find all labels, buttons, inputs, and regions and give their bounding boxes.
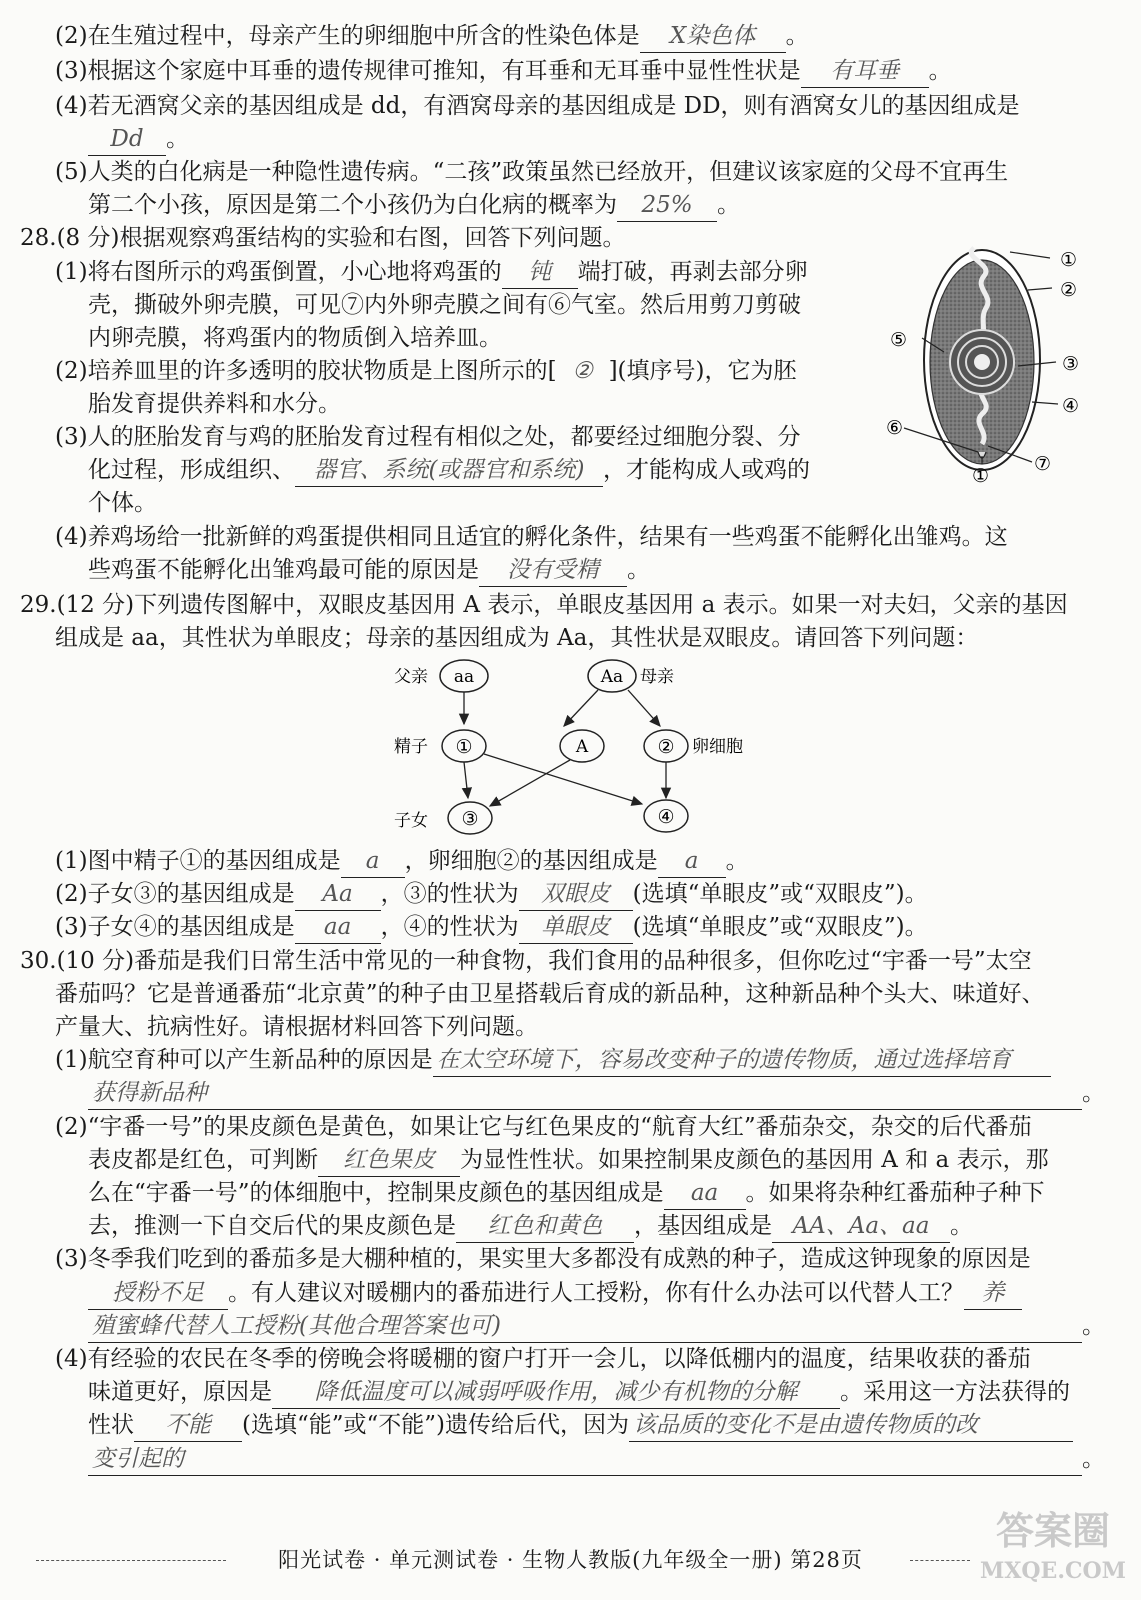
q30-part4-line2: 味道更好，原因是 降低温度可以减弱呼吸作用，减少有机物的分解 。采用这一方法获得的 <box>88 1376 1070 1409</box>
q30-part1-line2: 获得新品种 。 <box>88 1077 1105 1110</box>
egg-label-4: ④ <box>1062 395 1080 417</box>
q30-answer-4b: 不能 <box>134 1409 242 1442</box>
q29-title-line1: 29.(12 分)下列遗传图解中，双眼皮基因用 A 表示，单眼皮基因用 a 表示。如果一对夫妇，父亲的基因 <box>20 592 1068 618</box>
q28-part1-line3: 内卵壳膜，将鸡蛋内的物质倒入培养皿。 <box>88 325 502 351</box>
children-label: 子女 <box>394 811 428 831</box>
q27-part3: (3)根据这个家庭中耳垂的遗传规律可推知，有耳垂和无耳垂中显性性状是 有耳垂 。 <box>55 55 952 88</box>
q28-answer-2: ② <box>572 358 593 384</box>
q30-answer-3a: 授粉不足 <box>88 1277 228 1310</box>
q27-answer-3: 有耳垂 <box>801 55 929 88</box>
q30-answer-4a: 降低温度可以减弱呼吸作用，减少有机物的分解 <box>272 1376 840 1409</box>
q30-answer-2b: aa <box>664 1177 746 1210</box>
q30-part1-line1: (1)航空育种可以产生新品种的原因是 在太空环境下，容易改变种子的遗传物质，通过选择培育 <box>55 1044 1051 1077</box>
egg-label-3: ③ <box>1062 353 1080 375</box>
q27-part4: (4)若无酒窝父亲的基因组成是 dd，有酒窝母亲的基因组成是 DD，则有酒窝女儿的基因组成是 <box>55 93 1020 119</box>
q30-part2-line3: 么在“宇番一号”的体细胞中，控制果皮颜色的基因组成是 aa 。如果将杂种红番茄种子种下 <box>88 1177 1045 1210</box>
q30-title-line1: 30.(10 分)番茄是我们日常生活中常见的一种食物，我们食用的品种很多，但你吃过“宇番一号”太空 <box>20 948 1032 974</box>
q29-answer-3a: aa <box>295 911 381 944</box>
egg-diagram-svg <box>882 232 1112 502</box>
q30-answer-4c-start: 该品质的变化不是由遗传物质的改 <box>629 1409 1073 1442</box>
q28-part1-line1: (1)将右图所示的鸡蛋倒置，小心地将鸡蛋的 钝 端打破，再剥去部分卵 <box>55 256 808 289</box>
q30-answer-3b-start: 养 <box>964 1277 1022 1310</box>
egg-label-6: ⑥ <box>886 417 904 439</box>
q30-part2-line2: 表皮都是红色，可判断 红色果皮 为显性性状。如果控制果皮颜色的基因用 A 和 a 表示，那 <box>88 1144 1049 1177</box>
father-genotype: aa <box>453 667 475 687</box>
q29-part2: (2)子女③的基因组成是 Aa ，③的性状为 双眼皮 (选填“单眼皮”或“双眼皮”)。 <box>55 878 928 911</box>
sperm-label: 精子 <box>394 737 428 757</box>
q30-answer-4c-end: 变引起的 <box>88 1443 1082 1476</box>
q30-part4-line1: (4)有经验的农民在冬季的傍晚会将暖棚的窗户打开一会儿，以降低棚内的温度，结果收获的番茄 <box>55 1346 1031 1372</box>
q30-answer-1-line2: 获得新品种 <box>88 1077 1082 1110</box>
q30-part4-line3: 性状 不能 (选填“能”或“不能”)遗传给后代，因为 该品质的变化不是由遗传物质的改 <box>88 1409 1073 1442</box>
q29-title-line2: 组成是 aa，其性状为单眼皮；母亲的基因组成为 Aa，其性状是双眼皮。请回答下列问题： <box>55 625 979 651</box>
q29-answer-1b: a <box>658 845 726 878</box>
q30-part3-line1: (3)冬季我们吃到的番茄多是大棚种植的，果实里大多都没有成熟的种子，造成这钟现象的原因是 <box>55 1246 1031 1272</box>
q29-answer-2b: 双眼皮 <box>519 878 633 911</box>
q28-answer-1: 钝 <box>502 256 578 289</box>
q28-answer-4: 没有受精 <box>479 554 627 587</box>
q30-title-line2: 番茄吗？它是普通番茄“北京黄”的种子由卫星搭载后育成的新品种，这种新品种个头大、味道好、 <box>55 981 1045 1007</box>
egg-label-1: ① <box>1060 249 1078 271</box>
q28-part3-line3: 个体。 <box>88 490 157 516</box>
q29-answer-1a: a <box>341 845 405 878</box>
inheritance-diagram-svg <box>380 652 780 842</box>
egg-label-7: ⑦ <box>1034 453 1052 475</box>
germinal-disc <box>974 354 990 370</box>
inheritance-diagram <box>380 652 780 842</box>
q29-answer-3b: 单眼皮 <box>519 911 633 944</box>
child-3-id: ③ <box>461 808 479 830</box>
q28-part3-line2: 化过程，形成组织、 器官、系统(或器官和系统) ，才能构成人或鸡的 <box>88 454 810 487</box>
q27-answer-5: 25% <box>617 189 717 222</box>
q27-part5-line1: (5)人类的白化病是一种隐性遗传病。“二孩”政策虽然已经放开，但建议该家庭的父母不宜再生 <box>55 159 1009 185</box>
q30-answer-2d: AA、Aa、aa <box>772 1210 950 1243</box>
q29-part1: (1)图中精子①的基因组成是 a ，卵细胞②的基因组成是 a 。 <box>55 845 749 878</box>
q28-part3-line1: (3)人的胚胎发育与鸡的胚胎发育过程有相似之处，都要经过细胞分裂、分 <box>55 424 801 450</box>
egg-structure-diagram <box>882 232 1112 502</box>
egg-id: ② <box>657 736 675 758</box>
watermark-logo <box>978 1500 1128 1590</box>
q28-answer-3: 器官、系统(或器官和系统) <box>295 454 603 487</box>
egg-label-5: ⑤ <box>890 329 908 351</box>
q27-part5-line2: 第二个小孩，原因是第二个小孩仍为白化病的概率为 25% 。 <box>88 189 740 222</box>
child-4-id: ④ <box>657 806 675 828</box>
q28-part2-line1: (2)培养皿里的许多透明的胶状物质是上图所示的[ ② ](填序号)，它为胚 <box>55 355 796 387</box>
q29-part3: (3)子女④的基因组成是 aa ，④的性状为 单眼皮 (选填“单眼皮”或“双眼皮”)。 <box>55 911 928 944</box>
q30-part2-line1: (2)“宇番一号”的果皮颜色是黄色，如果让它与红色果皮的“航育大红”番茄杂交，杂交的后代番茄 <box>55 1114 1032 1140</box>
q28-title: 28.(8 分)根据观察鸡蛋结构的实验和右图，回答下列问题。 <box>20 225 626 251</box>
q27-answer-2: X染色体 <box>640 20 786 53</box>
watermark-line1: 答案圈 <box>995 1508 1111 1553</box>
q28-part4-line2: 些鸡蛋不能孵化出雏鸡最可能的原因是 没有受精 。 <box>88 554 650 587</box>
q30-answer-2a: 红色果皮 <box>318 1144 460 1177</box>
q28-part1-line2: 壳，撕破外卵壳膜，可见⑦内外卵壳膜之间有⑥气室。然后用剪刀剪破 <box>88 292 801 318</box>
sperm-id: ① <box>455 736 473 758</box>
egg-label-1b: ① <box>972 465 990 487</box>
footer-text: 阳光试卷 · 单元测试卷 · 生物人教版(九年级全一册) 第28页 <box>278 1548 863 1572</box>
page-footer <box>0 1544 1141 1574</box>
q30-part3-line3: 殖蜜蜂代替人工授粉(其他合理答案也可) 。 <box>88 1310 1105 1343</box>
egg-A-genotype: A <box>575 737 589 757</box>
egg-label-2: ② <box>1060 279 1078 301</box>
q27-part2: (2)在生殖过程中，母亲产生的卵细胞中所含的性染色体是 X染色体 。 <box>55 20 809 53</box>
q28-part4-line1: (4)养鸡场给一批新鲜的鸡蛋提供相同且适宜的孵化条件，结果有一些鸡蛋不能孵化出雏鸡。这 <box>55 524 1008 550</box>
q29-answer-2a: Aa <box>295 878 381 911</box>
q30-part2-line4: 去，推测一下自交后代的果皮颜色是 红色和黄色 ，基因组成是 AA、Aa、aa 。 <box>88 1210 973 1243</box>
q30-title-line3: 产量大、抗病性好。请根据材料回答下列问题。 <box>55 1014 538 1040</box>
mother-genotype: Aa <box>600 667 624 687</box>
q30-answer-3b-end: 殖蜜蜂代替人工授粉(其他合理答案也可) <box>88 1310 1082 1343</box>
mother-label: 母亲 <box>640 667 674 687</box>
q27-answer-4: Dd <box>88 123 166 156</box>
egg-cell-label: 卵细胞 <box>692 737 743 757</box>
q30-answer-1-line1: 在太空环境下，容易改变种子的遗传物质，通过选择培育 <box>433 1044 1051 1077</box>
q30-part4-line4: 变引起的 。 <box>88 1443 1105 1476</box>
q30-answer-2c: 红色和黄色 <box>456 1210 634 1243</box>
q30-part3-line2: 授粉不足 。有人建议对暖棚内的番茄进行人工授粉，你有什么办法可以代替人工？ 养 <box>88 1277 1022 1310</box>
watermark-line2: MXQE.COM <box>979 1558 1127 1584</box>
q27-part4-answer-line: Dd 。 <box>88 123 189 156</box>
father-label: 父亲 <box>394 667 428 687</box>
q28-part2-line2: 胎发育提供养料和水分。 <box>88 391 341 417</box>
